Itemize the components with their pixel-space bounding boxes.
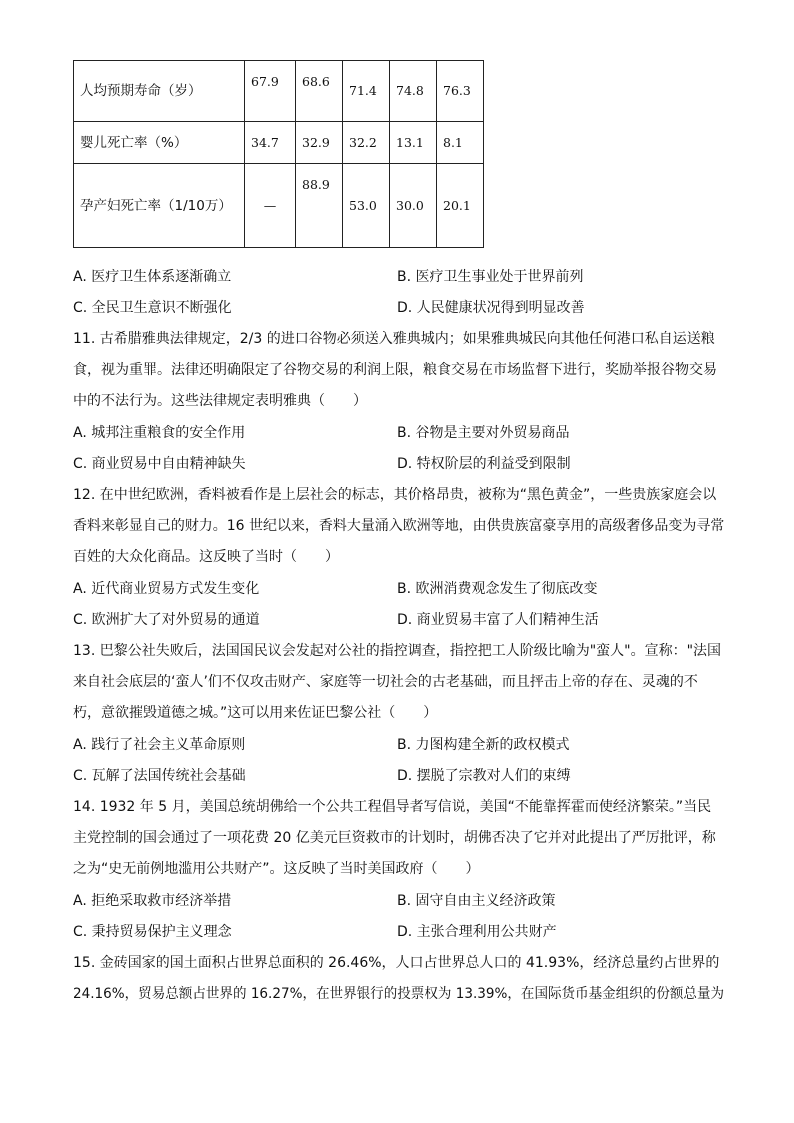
q10-option-d: D. 人民健康状况得到明显改善 [397, 300, 585, 316]
q11-stem-line: 11. 古希腊雅典法律规定，2/3 的进口谷物必须送入雅典城内；如果雅典城民向其他任何港口私自运送粮 [73, 331, 715, 347]
q12-stem-line: 香料来彰显自己的财力。16 世纪以来，香料大量涌入欧洲等地，由供贵族富豪享用的高级奢侈品变为寻常 [73, 518, 725, 534]
table-cell: 34.7 [245, 122, 296, 164]
q12-option-d: D. 商业贸易丰富了人们精神生活 [397, 612, 599, 628]
health-data-table [73, 60, 484, 248]
q12-stem-line: 12. 在中世纪欧洲，香料被看作是上层社会的标志，其价格昂贵，被称为“黑色黄金”，一些贵族家庭会以 [73, 487, 717, 503]
q14-option-b: B. 固守自由主义经济政策 [397, 893, 556, 909]
row-label: 人均预期寿命（岁） [74, 61, 245, 122]
table-row [74, 61, 484, 122]
q13-stem-line: 13. 巴黎公社失败后，法国国民议会发起对公社的指控调查，指控把工人阶级比喻为"蛮人"。宣称："法国 [73, 643, 722, 659]
q13-stem-line: 朽，意欲摧毁道德之城。”这可以用来佐证巴黎公社（ ） [73, 705, 438, 721]
q13-stem-line: 来自社会底层的‘蛮人’们不仅攻击财产、家庭等一切社会的古老基础，而且抨击上帝的存在、灵魂的不 [73, 674, 698, 690]
table-cell: 88.9 [296, 164, 343, 248]
q12-option-c: C. 欧洲扩大了对外贸易的通道 [73, 612, 260, 628]
table-cell: 53.0 [343, 164, 390, 248]
q13-option-d: D. 摆脱了宗教对人们的束缚 [397, 768, 571, 784]
q11-option-a: A. 城邦注重粮食的安全作用 [73, 425, 246, 441]
q11-option-c: C. 商业贸易中自由精神缺失 [73, 456, 246, 472]
table-cell: 71.4 [343, 61, 390, 122]
table-cell: 32.9 [296, 122, 343, 164]
row-label: 婴儿死亡率（%） [74, 122, 245, 164]
q12-stem-line: 百姓的大众化商品。这反映了当时（ ） [73, 549, 339, 565]
q14-stem-line: 主党控制的国会通过了一项花费 20 亿美元巨资救市的计划时，胡佛否决了它并对此提出了严厉批评，称 [73, 830, 716, 846]
q11-option-d: D. 特权阶层的利益受到限制 [397, 456, 571, 472]
q10-option-c: C. 全民卫生意识不断强化 [73, 300, 232, 316]
table-cell: 68.6 [296, 61, 343, 122]
table-cell: 67.9 [245, 61, 296, 122]
q13-option-a: A. 践行了社会主义革命原则 [73, 737, 246, 753]
q14-option-a: A. 拒绝采取救市经济举措 [73, 893, 232, 909]
q12-option-b: B. 欧洲消费观念发生了彻底改变 [397, 581, 598, 597]
q11-stem-line: 中的不法行为。这些法律规定表明雅典（ ） [73, 393, 367, 409]
table-cell: — [245, 164, 296, 248]
table-cell: 76.3 [437, 61, 484, 122]
q14-stem-line: 之为“史无前例地滥用公共财产”。这反映了当时美国政府（ ） [73, 861, 480, 877]
table-row [74, 164, 484, 248]
q10-option-b: B. 医疗卫生事业处于世界前列 [397, 269, 584, 285]
q11-stem-line: 食，视为重罪。法律还明确限定了谷物交易的利润上限，粮食交易在市场监督下进行，奖励举报谷物交易 [73, 362, 717, 378]
q14-option-d: D. 主张合理利用公共财产 [397, 924, 557, 940]
table-cell: 8.1 [437, 122, 484, 164]
table-cell: 32.2 [343, 122, 390, 164]
q11-option-b: B. 谷物是主要对外贸易商品 [397, 425, 570, 441]
q12-option-a: A. 近代商业贸易方式发生变化 [73, 581, 260, 597]
table-row [74, 122, 484, 164]
table-cell: 30.0 [390, 164, 437, 248]
q14-option-c: C. 秉持贸易保护主义理念 [73, 924, 232, 940]
q15-stem-line: 24.16%，贸易总额占世界的 16.27%，在世界银行的投票权为 13.39%，在国际货币基金组织的份额总量为 [73, 986, 725, 1002]
row-label: 孕产妇死亡率（1/10万） [74, 164, 245, 248]
q13-option-c: C. 瓦解了法国传统社会基础 [73, 768, 246, 784]
q14-stem-line: 14. 1932 年 5 月，美国总统胡佛给一个公共工程倡导者写信说，美国“不能靠挥霍而使经济繁荣。”当民 [73, 799, 712, 815]
table-cell: 13.1 [390, 122, 437, 164]
q10-option-a: A. 医疗卫生体系逐渐确立 [73, 269, 232, 285]
q15-stem-line: 15. 金砖国家的国土面积占世界总面积的 26.46%，人口占世界总人口的 41.93%，经济总量约占世界的 [73, 955, 720, 971]
table-cell: 20.1 [437, 164, 484, 248]
q13-option-b: B. 力图构建全新的政权模式 [397, 737, 570, 753]
table-cell: 74.8 [390, 61, 437, 122]
